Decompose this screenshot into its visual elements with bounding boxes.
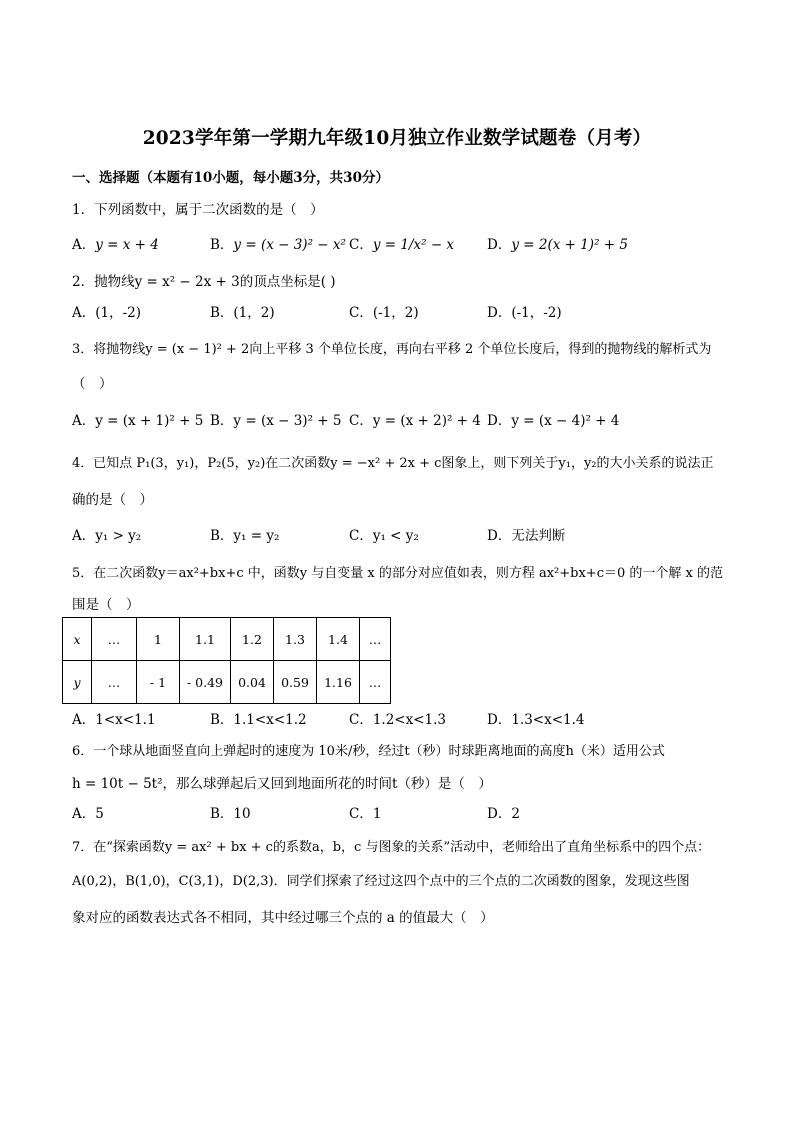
table-cell: … [360, 661, 391, 704]
table-cell: 1.3 [274, 618, 317, 661]
q1-option-c: C．y = 1/x² − x [349, 237, 455, 253]
table-cell: 1.16 [317, 661, 360, 704]
q4-option-c: C．y₁ < y₂ [349, 528, 419, 544]
q5-option-b: B．1.1<x<1.2 [210, 712, 307, 728]
q6-option-b: B．10 [210, 806, 251, 822]
table-cell: 1.4 [317, 618, 360, 661]
question-5-stem: 5．在二次函数y＝ax²+bx+c 中，函数y 与自变量 x 的部分对应值如表，则方程 ax²+bx+c＝0 的一个解 x 的范 [72, 566, 723, 581]
section-heading: 一、选择题（本题有10小题，每小题3分，共30分） [72, 170, 389, 186]
table-cell: … [360, 618, 391, 661]
question-5-stem-cont: 围是（ ） [72, 597, 140, 613]
q1-option-a-formula: y = x + 4 [95, 237, 159, 253]
q3-option-a: A．y = (x + 1)² + 5 [72, 413, 204, 429]
table-cell: - 0.49 [180, 661, 231, 704]
table-cell: 1 [137, 618, 180, 661]
table-cell: 1.1 [180, 618, 231, 661]
question-4-stem-cont: 确的是（ ） [72, 492, 153, 508]
q3-option-d: D．y = (x − 4)² + 4 [487, 413, 620, 429]
q1-option-d: D．y = 2(x + 1)² + 5 [487, 237, 628, 253]
question-4-stem: 4．已知点 P₁(3，y₁)，P₂(5，y₂)在二次函数y = −x² + 2x + c图象上，则下列关于y₁，y₂的大小关系的说法正 [72, 456, 714, 471]
value-table [62, 617, 391, 704]
q6-option-a: A．5 [72, 806, 104, 822]
table-cell: … [92, 661, 137, 704]
page-title: 2023学年第一学期九年级10月独立作业数学试题卷（月考） [142, 128, 652, 149]
q6-option-d: D．2 [487, 806, 520, 822]
table-cell: - 1 [137, 661, 180, 704]
question-6-stem-cont: h = 10t − 5t²，那么球弹起后又回到地面所花的时间t（秒）是（ ） [72, 776, 492, 792]
q4-option-b: B．y₁ = y₂ [210, 528, 280, 544]
q2-option-a: A．(1，-2) [72, 305, 142, 321]
q6-option-c: C．1 [349, 806, 382, 822]
table-cell: 1.2 [231, 618, 274, 661]
q2-option-c: C．(-1，2) [349, 305, 419, 321]
question-7-stem-cont2: 象对应的函数表达式各不相同，其中经过哪三个点的 a 的值最大（ ） [72, 910, 494, 926]
q2-option-d: D．(-1，-2) [487, 305, 562, 321]
q5-option-d: D．1.3<x<1.4 [487, 712, 585, 728]
question-3-stem-cont: （ ） [72, 376, 113, 392]
table-cell: … [92, 618, 137, 661]
table-row-x [63, 618, 391, 661]
table-cell: y [63, 661, 92, 704]
question-7-stem-cont: A(0,2)，B(1,0)，C(3,1)，D(2,3)．同学们探索了经过这四个点中的三个点的二次函数的图象，发现这些图 [72, 874, 690, 889]
question-3-stem: 3．将抛物线y = (x − 1)² + 2向上平移 3 个单位长度，再向右平移 2 个单位长度后，得到的抛物线的解析式为 [72, 342, 712, 357]
q5-option-a: A．1<x<1.1 [72, 712, 156, 728]
q4-option-d: D．无法判断 [487, 528, 566, 544]
question-7-stem: 7．在“探索函数y = ax² + bx + c的系数a，b，c 与图象的关系”活动中，老师给出了直角坐标系中的四个点： [72, 840, 711, 855]
q1-option-c-formula: y = 1/x² − x [372, 237, 455, 253]
q1-option-b-formula: y = (x − 3)² − x² [233, 237, 346, 253]
question-2-stem: 2．抛物线y = x² − 2x + 3的顶点坐标是( ) [72, 274, 336, 290]
table-cell: x [63, 618, 92, 661]
q4-option-a: A．y₁ > y₂ [72, 528, 142, 544]
q1-option-d-formula: y = 2(x + 1)² + 5 [511, 237, 628, 253]
q3-option-c: C．y = (x + 2)² + 4 [349, 413, 481, 429]
q5-option-c: C．1.2<x<1.3 [349, 712, 447, 728]
question-6-stem: 6．一个球从地面竖直向上弹起时的速度为 10米/秒，经过t（秒）时球距离地面的高度h（米）适用公式 [72, 744, 665, 759]
table-cell: 0.04 [231, 661, 274, 704]
question-1-stem: 1．下列函数中，属于二次函数的是（ ） [72, 202, 324, 218]
q2-option-b: B．(1，2) [210, 305, 275, 321]
q1-option-b: B．y = (x − 3)² − x² [210, 237, 346, 253]
table-row-y [63, 661, 391, 704]
q3-option-b: B．y = (x − 3)² + 5 [210, 413, 342, 429]
q1-option-a: A．y = x + 4 [72, 237, 159, 253]
table-cell: 0.59 [274, 661, 317, 704]
